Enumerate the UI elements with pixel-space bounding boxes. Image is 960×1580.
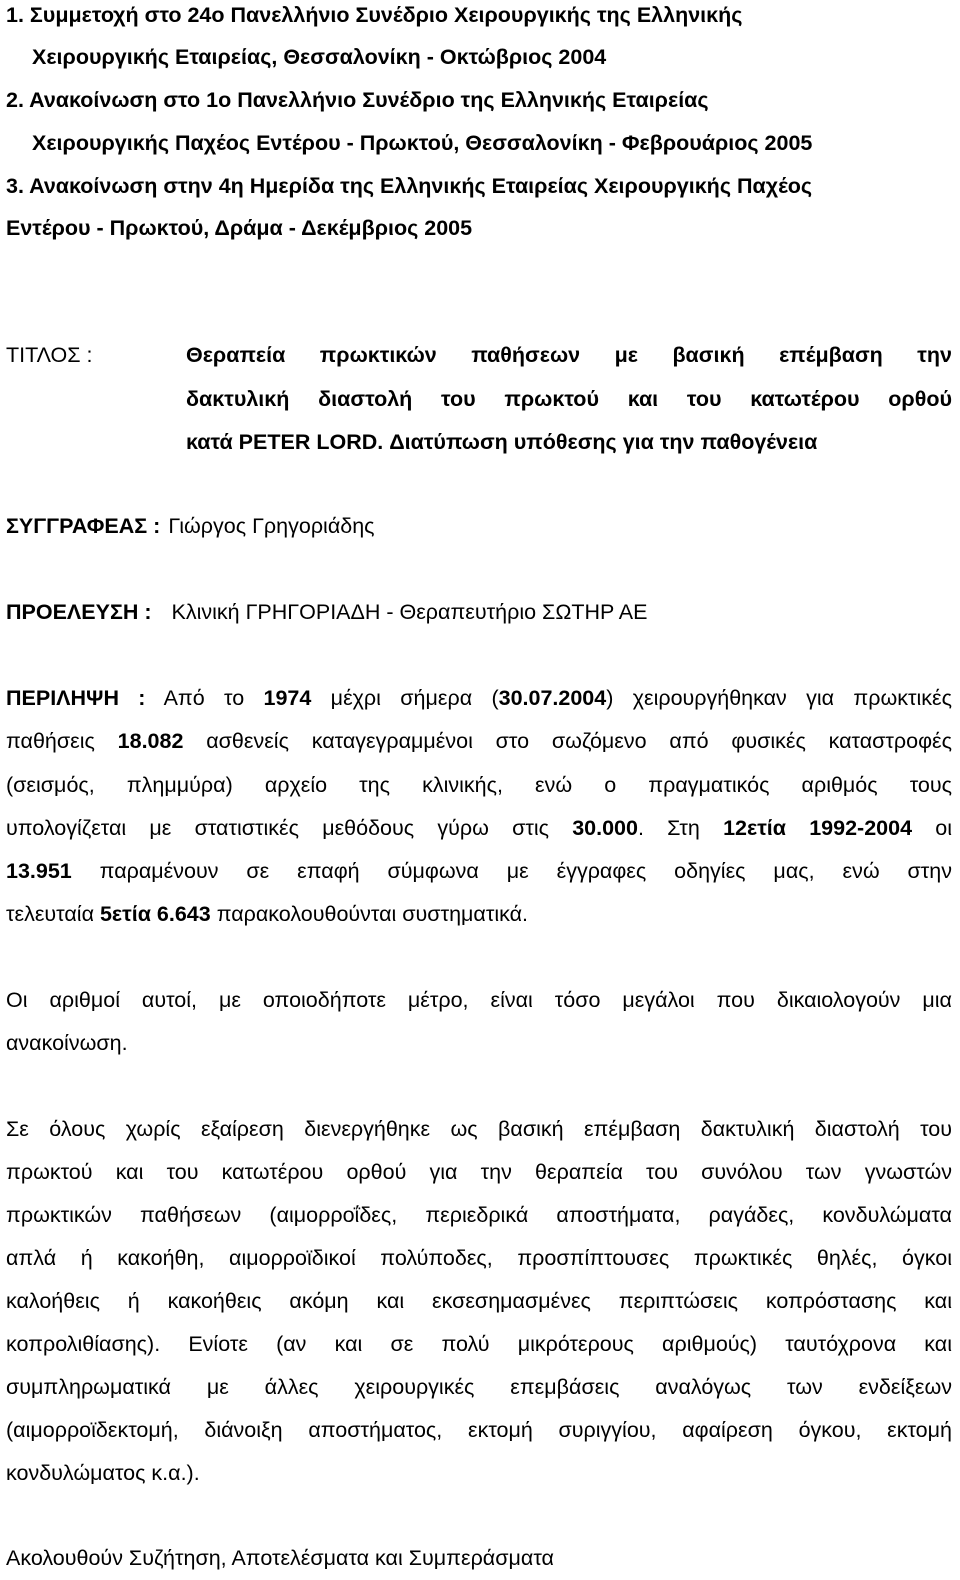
summary-line-5	[6, 858, 952, 884]
paragraph-3-line: κονδυλώματος κ.α.).	[6, 1461, 200, 1485]
summary-number: 5ετία	[99, 902, 151, 926]
origin-value: Κλινική ΓΡΗΓΟΡΙΑΔΗ - Θεραπευτήριο ΣΩΤΗΡ ΑΕ	[171, 600, 648, 624]
summary-number: 18.082	[117, 729, 184, 753]
origin-label: ΠΡΟΕΛΕΥΣΗ :	[6, 600, 152, 624]
summary-number: 13.951	[6, 859, 72, 883]
origin-row	[6, 599, 647, 625]
paragraph-3-line: απλά ή κακοήθη, αιμορροϊδικοί πολύποδες, προσπίπτουσες πρωκτικές θηλές, όγκοι	[6, 1246, 952, 1270]
author-row	[6, 513, 375, 539]
presentation-3-line-2: Εντέρου - Πρωκτού, Δράμα - Δεκέμβριος 2005	[6, 216, 473, 240]
summary-label: ΠΕΡΙΛΗΨΗ :	[6, 686, 146, 710]
summary-text: . Στη	[637, 816, 724, 840]
summary-text: παρακολουθούνται συστηματικά.	[210, 902, 529, 926]
summary-text: τελευταία	[6, 902, 100, 926]
paragraph-2-line-2: ανακοίνωση.	[6, 1031, 128, 1055]
author-value: Γιώργος Γρηγοριάδης	[168, 514, 375, 538]
title-line-1: Θεραπεία πρωκτικών παθήσεων με βασική επέμβαση την	[186, 343, 952, 367]
summary-number: 6.643	[156, 902, 211, 926]
presentation-2-line-2: Χειρουργικής Παχέος Εντέρου - Πρωκτού, Θεσσαλονίκη - Φεβρουάριος 2005	[32, 131, 813, 155]
title-line-3: κατά PETER LORD. Διατύπωση υπόθεσης για την παθογένεια	[186, 430, 818, 454]
summary-number: 30.07.2004	[498, 686, 607, 710]
author-label: ΣΥΓΓΡΑΦΕΑΣ :	[6, 514, 161, 538]
summary-number: 1992-2004	[809, 816, 913, 840]
summary-text: οι	[912, 816, 952, 840]
presentation-3-line-1: 3. Ανακοίνωση στην 4η Ημερίδα της Ελληνικής Εταιρείας Χειρουργικής Παχέος	[6, 174, 813, 198]
summary-line-2	[6, 728, 952, 754]
summary-line-3: (σεισμός, πλημμύρα) αρχείο της κλινικής, ενώ ο πραγματικός αριθμός τους	[6, 773, 952, 797]
summary-text: υπολογίζεται με στατιστικές μεθόδους γύρω στις	[6, 816, 573, 840]
summary-text: μέχρι σήμερα (	[311, 686, 499, 710]
presentation-2-line-1: 2. Ανακοίνωση στο 1ο Πανελλήνιο Συνέδριο της Ελληνικής Εταιρείας	[6, 88, 709, 112]
paragraph-3-line: (αιμορροϊδεκτομή, διάνοιξη αποστήματος, εκτομή συριγγίου, αφαίρεση όγκου, εκτομή	[6, 1418, 952, 1442]
summary-text: παθήσεις	[6, 729, 118, 753]
title-line-2: δακτυλική διαστολή του πρωκτού και του κατωτέρου ορθού	[186, 387, 952, 411]
paragraph-3-line: καλοήθεις ή κακοήθεις ακόμη και εκσεσημασμένες περιπτώσεις κοπρόστασης και	[6, 1289, 952, 1313]
title-label: ΤΙΤΛΟΣ :	[6, 343, 93, 367]
presentation-1-line-1: 1. Συμμετοχή στο 24ο Πανελλήνιο Συνέδριο Χειρουργικής της Ελληνικής	[6, 3, 743, 27]
paragraph-3-line: Σε όλους χωρίς εξαίρεση διενεργήθηκε ως βασική επέμβαση δακτυλική διαστολή του	[6, 1117, 952, 1141]
paragraph-3-line: συμπληρωματικά με άλλες χειρουργικές επεμβάσεις αναλόγως των ενδείξεων	[6, 1375, 952, 1399]
presentation-1-line-2: Χειρουργικής Εταιρείας, Θεσσαλονίκη - Οκτώβριος 2004	[32, 45, 607, 69]
title-text	[186, 342, 952, 472]
paragraph-3-line: πρωκτικών παθήσεων (αιμορροΐδες, περιεδρικά αποστήματα, ραγάδες, κονδυλώματα	[6, 1203, 952, 1227]
summary-number: 1974	[263, 686, 312, 710]
paragraph-3-line: πρωκτού και του κατωτέρου ορθού για την θεραπεία του συνόλου των γνωστών	[6, 1160, 952, 1184]
summary-text: Από το	[163, 686, 264, 710]
summary-line-6	[6, 901, 528, 927]
summary-text: παραμένουν σε επαφή σύμφωνα με έγγραφες οδηγίες μας, ενώ στην	[71, 859, 952, 883]
summary-line-1	[6, 685, 952, 711]
summary-text: ) χειρουργήθηκαν για πρωκτικές	[606, 686, 952, 710]
summary-text	[786, 816, 809, 840]
summary-text: ασθενείς καταγεγραμμένοι στο σωζόμενο από φυσικές καταστροφές	[183, 729, 953, 753]
footer-note: Ακολουθούν Συζήτηση, Αποτελέσματα και Συμπεράσματα	[6, 1546, 554, 1570]
paragraph-3-line: κοπρολιθίασης). Ενίοτε (αν και σε πολύ μικρότερους αριθμούς) ταυτόχρονα και	[6, 1332, 952, 1356]
summary-number: 30.000	[572, 816, 638, 840]
paragraph-2-line-1: Οι αριθμοί αυτοί, με οποιοδήποτε μέτρο, είναι τόσο μεγάλοι που δικαιολογούν μια	[6, 988, 952, 1012]
summary-line-4	[6, 815, 952, 841]
summary-number: 12ετία	[723, 816, 786, 840]
